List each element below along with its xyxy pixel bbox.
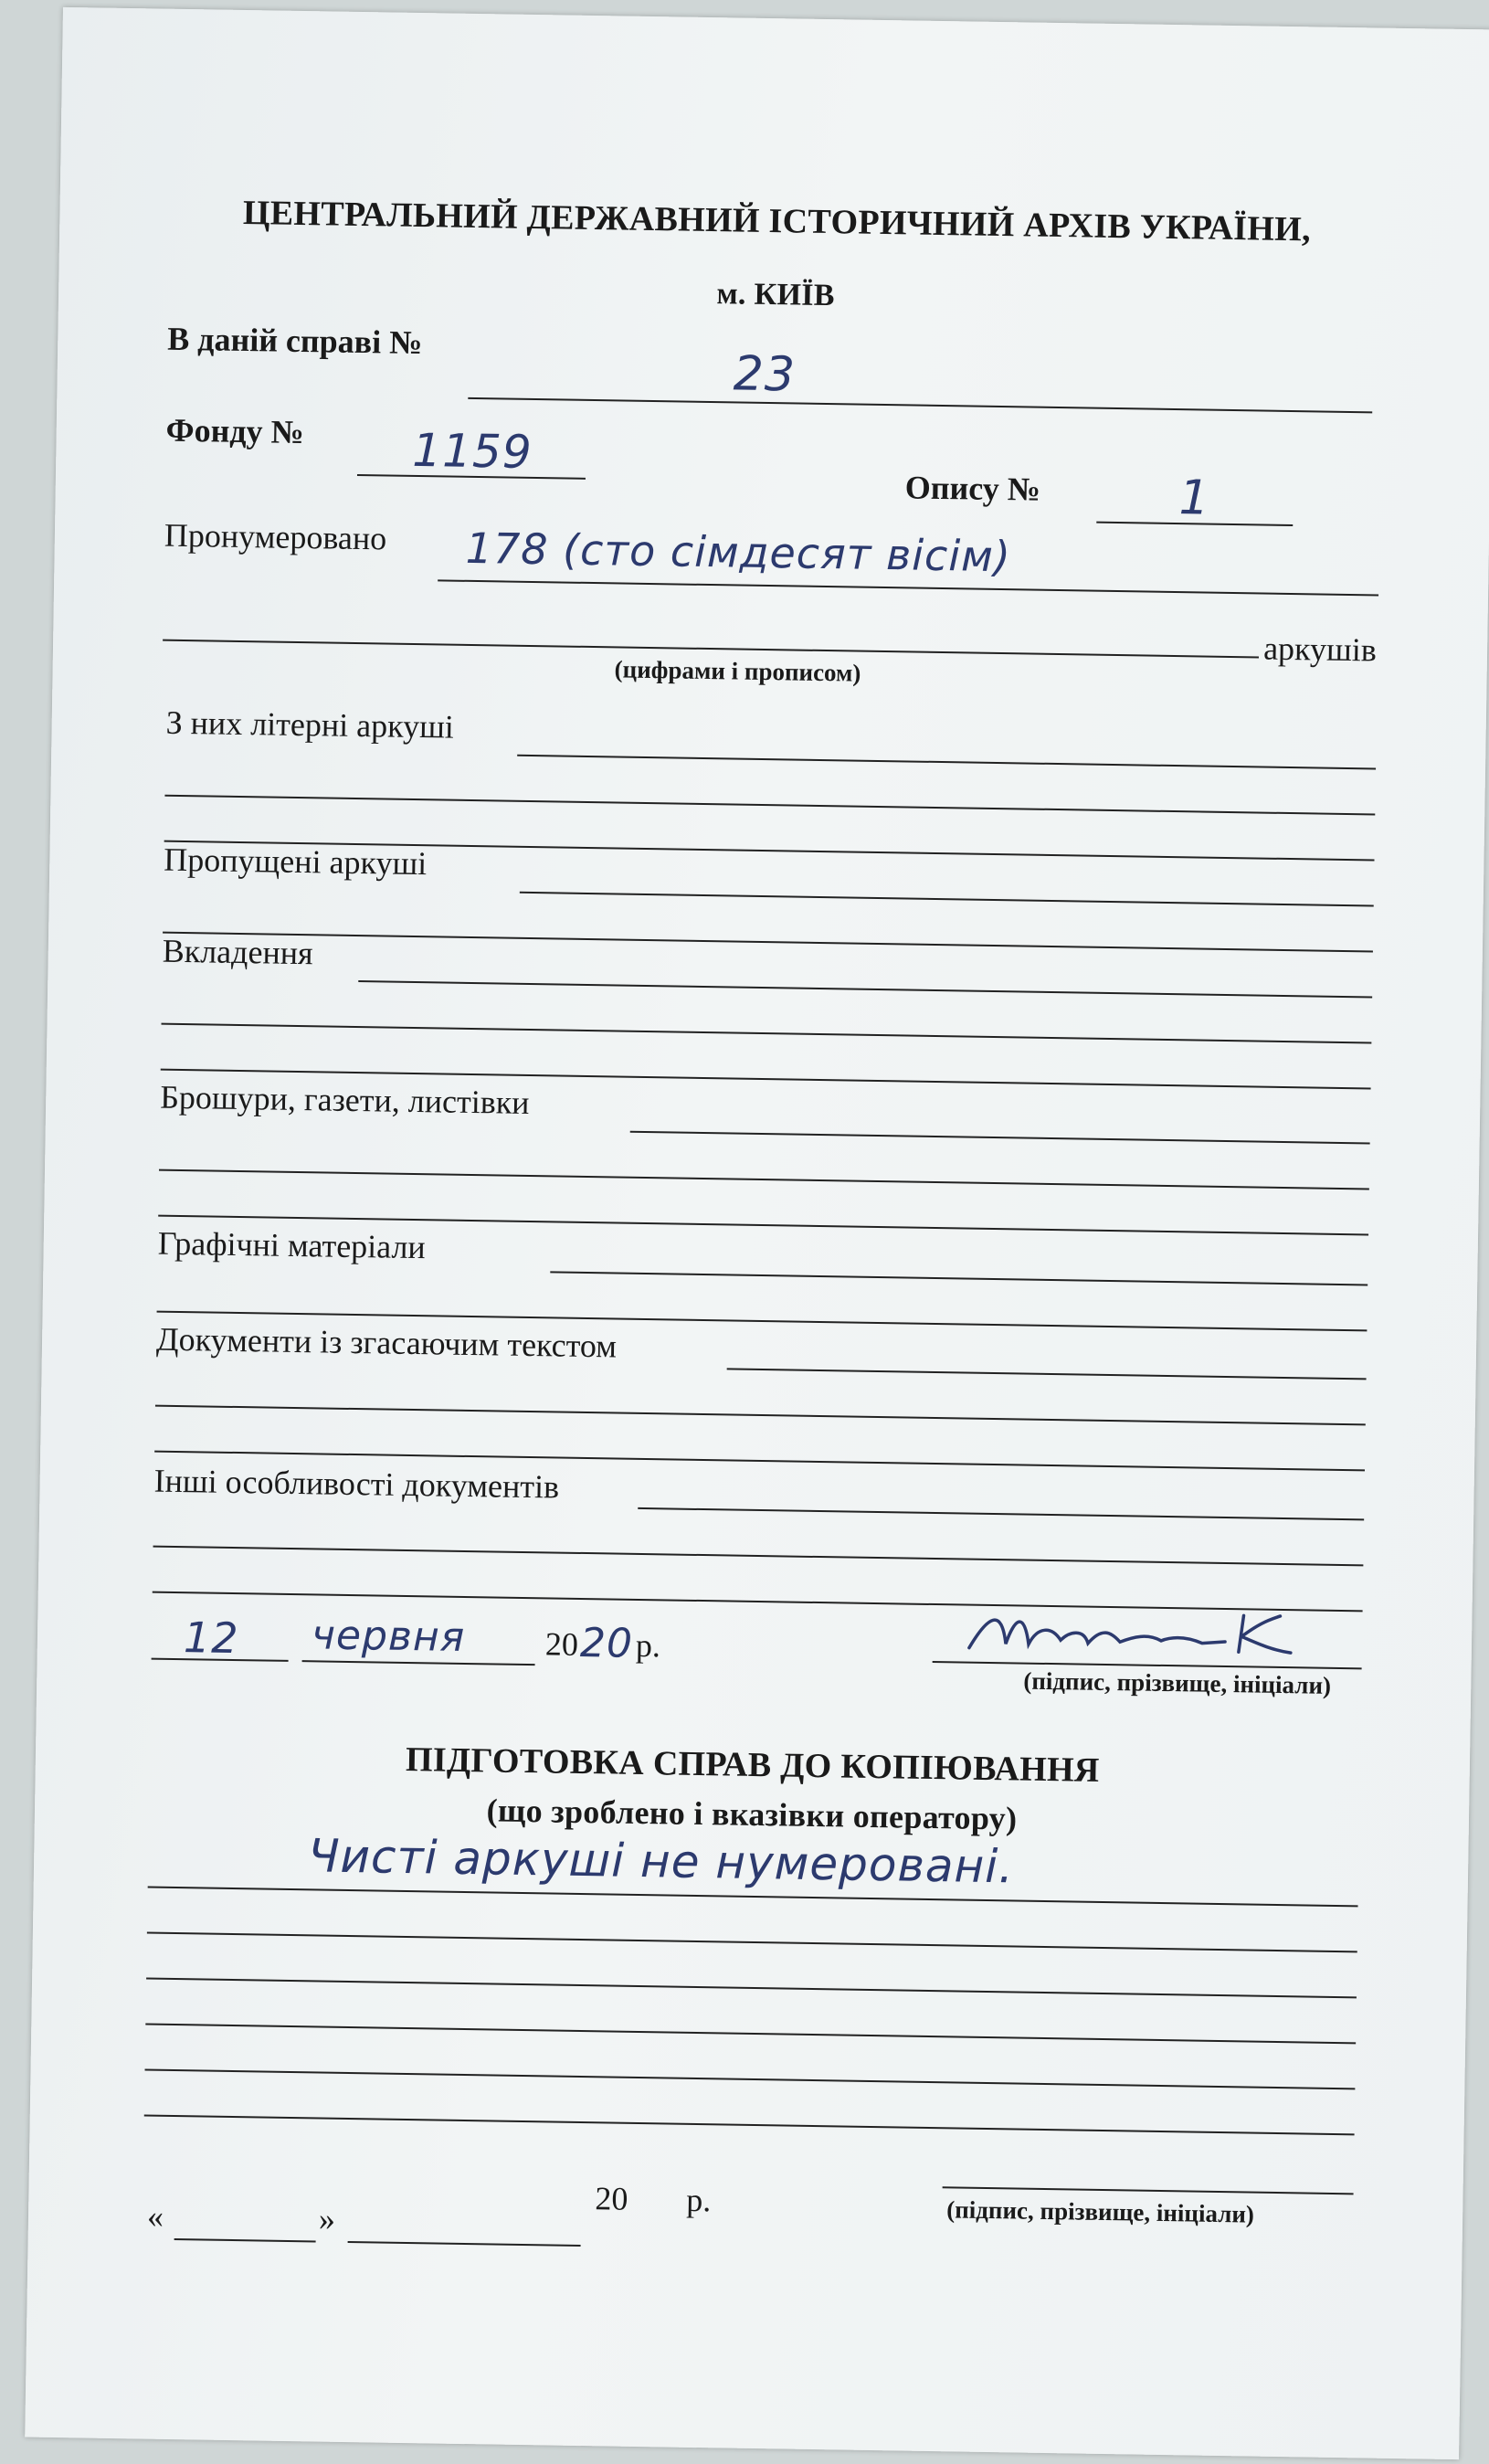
litera-label: З них літерні аркуші (165, 703, 455, 746)
litera-line-2[interactable] (164, 795, 1375, 816)
copy-section-subtitle: (що зроблено і вказівки оператору) (486, 1792, 1018, 1837)
opys-label: Опису № (904, 469, 1041, 508)
opys-value[interactable]: 1 (1178, 471, 1211, 526)
fading-line-2[interactable] (155, 1405, 1366, 1426)
other-line-1[interactable] (638, 1507, 1364, 1520)
attachments-line-1[interactable] (358, 980, 1372, 998)
attachments-label: Вкладення (162, 932, 313, 972)
footer-year-prefix: 20 (595, 2180, 628, 2217)
graphics-label: Графічні матеріали (157, 1224, 427, 1266)
footer-close-quote: » (318, 2200, 336, 2237)
city-heading: м. КИЇВ (716, 277, 836, 313)
graphics-line-1[interactable] (550, 1271, 1368, 1285)
brochures-line-2[interactable] (159, 1169, 1369, 1190)
footer-signature-line[interactable] (943, 2186, 1354, 2194)
numbered-line-2 (163, 640, 1259, 659)
footer-day-line[interactable] (174, 2238, 316, 2242)
numbered-label: Пронумеровано (164, 516, 387, 557)
case-number-line (468, 397, 1372, 414)
fond-label: Фонду № (165, 411, 305, 451)
footer-month-line[interactable] (348, 2241, 581, 2247)
archive-form-sheet (25, 7, 1489, 2459)
case-number-value[interactable]: 23 (733, 346, 797, 403)
case-number-label: В даній справі № (166, 320, 423, 362)
missing-label: Пропущені аркуші (164, 841, 428, 883)
date-month-line (302, 1660, 535, 1666)
attachments-line-2[interactable] (162, 1023, 1372, 1044)
copy-line-5[interactable] (145, 2069, 1356, 2090)
other-label: Інші особливості документів (153, 1462, 560, 1506)
numbered-hint: (цифрами і прописом) (614, 655, 861, 687)
litera-line-1[interactable] (517, 755, 1376, 770)
missing-line-1[interactable] (520, 892, 1374, 907)
copy-line-3[interactable] (146, 1978, 1357, 1999)
copy-line-4[interactable] (145, 2024, 1356, 2045)
copy-line-2[interactable] (147, 1932, 1357, 1953)
fading-line-1[interactable] (727, 1368, 1367, 1380)
signature-mark (951, 1597, 1336, 1667)
footer-open-quote: « (146, 2197, 164, 2235)
date-year-prefix: 20 (544, 1625, 579, 1663)
signature-caption: (підпис, прізвище, ініціали) (1023, 1666, 1332, 1699)
numbered-line-1 (438, 579, 1378, 596)
copy-line-6[interactable] (144, 2115, 1355, 2136)
fond-value[interactable]: 1159 (411, 423, 533, 479)
numbered-value[interactable]: 178 (сто сімдесят вісім) (465, 523, 1012, 582)
copy-section-title: ПІДГОТОВКА СПРАВ ДО КОПІЮВАННЯ (405, 1740, 1100, 1790)
date-month-value[interactable]: червня (311, 1612, 466, 1661)
footer-year-mark: р. (686, 2181, 712, 2219)
other-line-2[interactable] (153, 1546, 1364, 1567)
brochures-label: Брошури, газети, листівки (159, 1078, 530, 1121)
numbered-suffix: аркушів (1262, 629, 1378, 669)
missing-line-2[interactable] (163, 932, 1373, 953)
footer-signature-caption: (підпис, прізвище, ініціали) (946, 2195, 1255, 2228)
fading-label: Документи із згасаючим текстом (155, 1320, 618, 1365)
signature-text (1007, 1602, 1019, 1603)
archive-name-heading: ЦЕНТРАЛЬНИЙ ДЕРЖАВНИЙ ІСТОРИЧНИЙ АРХІВ УКРАЇНИ, (242, 193, 1312, 249)
date-year-mark: р. (635, 1626, 661, 1665)
brochures-line-1[interactable] (630, 1131, 1370, 1145)
date-year-value[interactable]: 20 (579, 1619, 634, 1667)
copy-section-note[interactable]: Чисті аркуші не нумеровані. (307, 1829, 1015, 1894)
date-day-value[interactable]: 12 (183, 1613, 239, 1664)
